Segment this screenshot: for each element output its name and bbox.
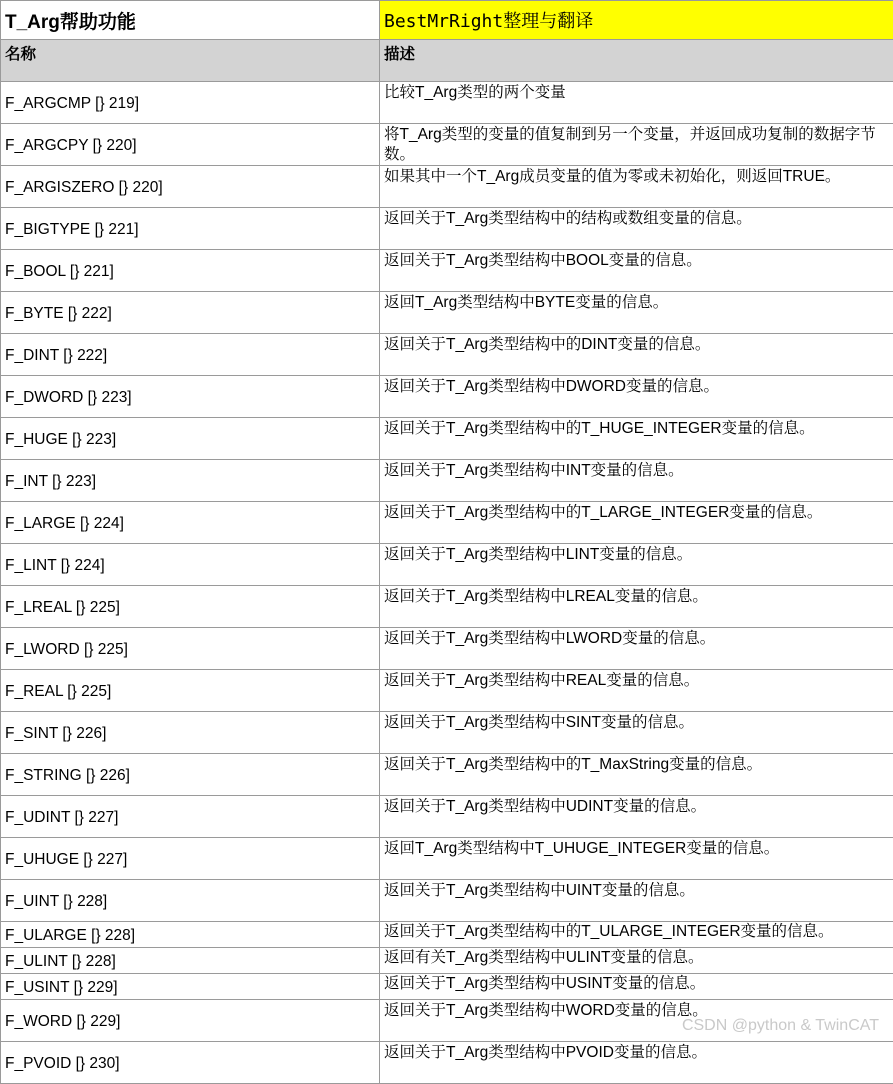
function-desc-cell: 返回关于T_Arg类型结构中LWORD变量的信息。 [380,628,893,670]
table-row [1,418,893,460]
function-desc-cell: 如果其中一个T_Arg成员变量的值为零或未初始化，则返回TRUE。 [380,166,893,208]
watermark: CSDN @python & TwinCAT [682,1017,879,1035]
function-name-cell: F_LWORD [} 225] [1,628,380,670]
function-desc-cell: 返回关于T_Arg类型结构中REAL变量的信息。 [380,670,893,712]
table-row [1,124,893,166]
function-desc-cell: 返回关于T_Arg类型结构中UINT变量的信息。 [380,880,893,922]
table-row [1,948,893,974]
header-row [1,40,893,82]
table-row [1,376,893,418]
function-desc-cell: 返回关于T_Arg类型结构中INT变量的信息。 [380,460,893,502]
function-desc-cell: 返回T_Arg类型结构中T_UHUGE_INTEGER变量的信息。 [380,838,893,880]
function-desc-cell: 返回关于T_Arg类型结构中的结构或数组变量的信息。 [380,208,893,250]
function-name-cell: F_LREAL [} 225] [1,586,380,628]
table-row [1,628,893,670]
function-desc-cell: 返回关于T_Arg类型结构中LREAL变量的信息。 [380,586,893,628]
table-row [1,754,893,796]
function-name-cell: F_WORD [} 229] [1,1000,380,1042]
table-row [1,292,893,334]
function-name-cell: F_BYTE [} 222] [1,292,380,334]
table-row [1,544,893,586]
function-desc-cell: 返回关于T_Arg类型结构中LINT变量的信息。 [380,544,893,586]
function-name-cell: F_SINT [} 226] [1,712,380,754]
function-name-cell: F_ARGCMP [} 219] [1,82,380,124]
function-name-cell: F_INT [} 223] [1,460,380,502]
function-name-cell: F_USINT [} 229] [1,974,380,1000]
function-desc-cell: 返回有关T_Arg类型结构中ULINT变量的信息。 [380,948,893,974]
function-desc-cell: 返回关于T_Arg类型结构中USINT变量的信息。 [380,974,893,1000]
function-desc-cell: 将T_Arg类型的变量的值复制到另一个变量，并返回成功复制的数据字节数。 [380,124,893,166]
function-name-cell: F_ARGCPY [} 220] [1,124,380,166]
function-name-cell: F_LINT [} 224] [1,544,380,586]
table-row [1,974,893,1000]
table-row [1,670,893,712]
function-desc-cell: 返回关于T_Arg类型结构中的T_LARGE_INTEGER变量的信息。 [380,502,893,544]
function-name-cell: F_PVOID [} 230] [1,1042,380,1084]
function-name-cell: F_REAL [} 225] [1,670,380,712]
function-desc-cell: 返回关于T_Arg类型结构中DWORD变量的信息。 [380,376,893,418]
function-desc-cell: 返回T_Arg类型结构中BYTE变量的信息。 [380,292,893,334]
function-name-cell: F_DINT [} 222] [1,334,380,376]
function-name-cell: F_BOOL [} 221] [1,250,380,292]
table-row [1,712,893,754]
function-name-cell: F_BIGTYPE [} 221] [1,208,380,250]
table-row [1,880,893,922]
function-name-cell: F_ULINT [} 228] [1,948,380,974]
table-row [1,250,893,292]
function-desc-cell: 返回关于T_Arg类型结构中WORD变量的信息。 [380,1000,893,1042]
function-name-cell: F_UDINT [} 227] [1,796,380,838]
table-row [1,82,893,124]
function-name-cell: F_UHUGE [} 227] [1,838,380,880]
translator-credit: BestMrRight整理与翻译 [380,1,893,40]
table-row [1,502,893,544]
table-row [1,922,893,948]
function-desc-cell: 比较T_Arg类型的两个变量 [380,82,893,124]
table-row [1,796,893,838]
function-name-cell: F_STRING [} 226] [1,754,380,796]
function-name-cell: F_LARGE [} 224] [1,502,380,544]
function-name-cell: F_UINT [} 228] [1,880,380,922]
column-header-desc: 描述 [380,40,893,82]
function-desc-cell: 返回关于T_Arg类型结构中BOOL变量的信息。 [380,250,893,292]
title-row [1,1,893,40]
table-row [1,460,893,502]
function-name-cell: F_HUGE [} 223] [1,418,380,460]
function-desc-cell: 返回关于T_Arg类型结构中PVOID变量的信息。 [380,1042,893,1084]
function-desc-cell: 返回关于T_Arg类型结构中UDINT变量的信息。 [380,796,893,838]
table-row [1,166,893,208]
function-desc-cell: 返回关于T_Arg类型结构中的T_ULARGE_INTEGER变量的信息。 [380,922,893,948]
table-row [1,1042,893,1084]
function-name-cell: F_ARGISZERO [} 220] [1,166,380,208]
function-desc-cell: 返回关于T_Arg类型结构中的T_HUGE_INTEGER变量的信息。 [380,418,893,460]
function-desc-cell: 返回关于T_Arg类型结构中的DINT变量的信息。 [380,334,893,376]
function-desc-cell: 返回关于T_Arg类型结构中的T_MaxString变量的信息。 [380,754,893,796]
table-row [1,586,893,628]
table-row [1,334,893,376]
table-row [1,838,893,880]
function-desc-cell: 返回关于T_Arg类型结构中SINT变量的信息。 [380,712,893,754]
column-header-name: 名称 [1,40,380,82]
function-name-cell: F_ULARGE [} 228] [1,922,380,948]
function-name-cell: F_DWORD [} 223] [1,376,380,418]
table-row [1,208,893,250]
table-title: T_Arg帮助功能 [1,1,380,40]
